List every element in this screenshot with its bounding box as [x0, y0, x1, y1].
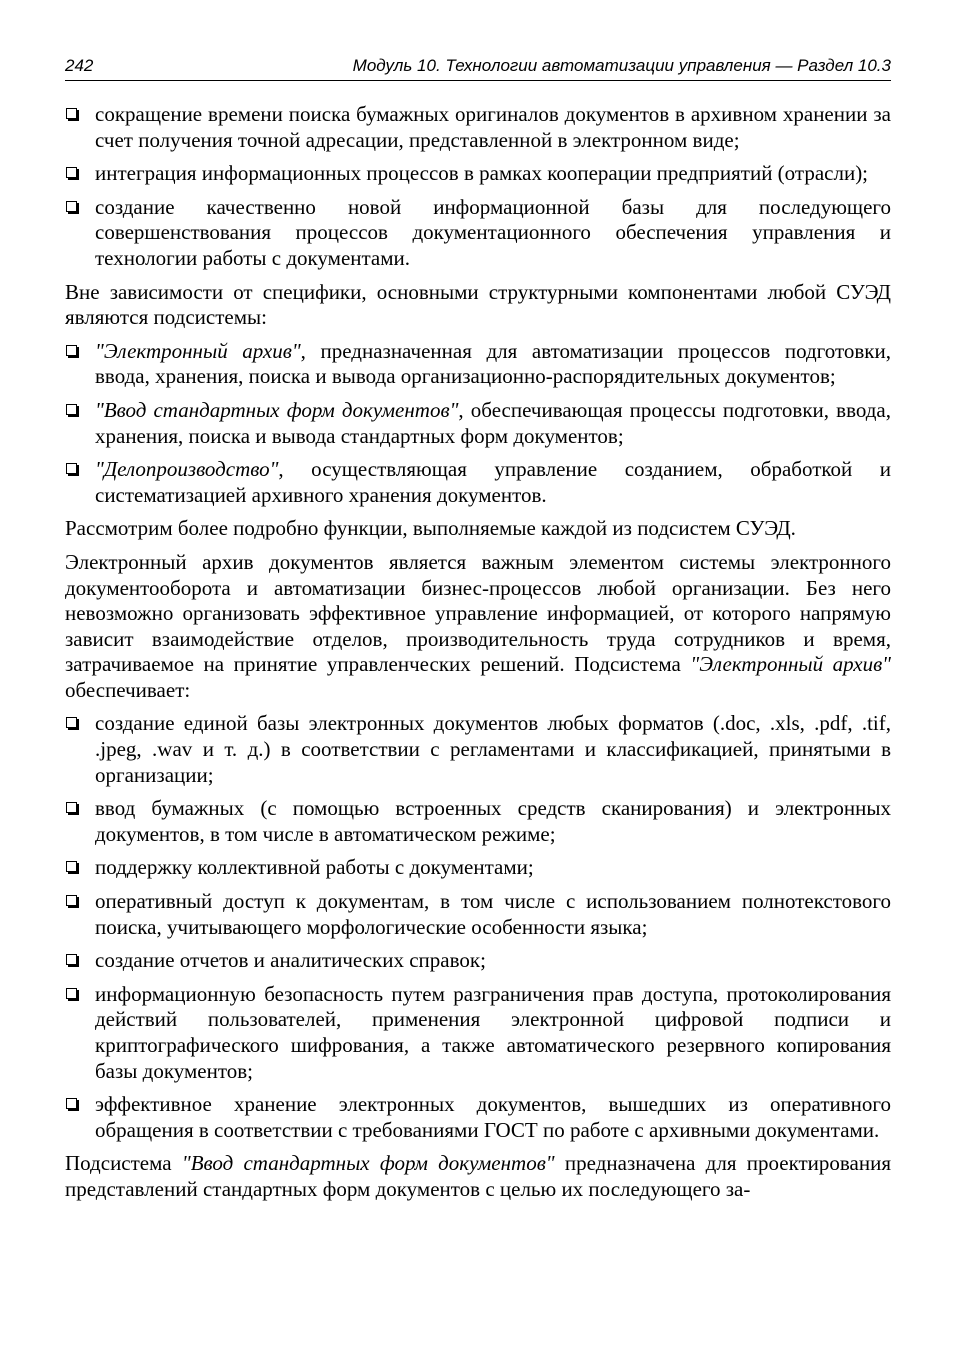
list-item: [65, 398, 891, 449]
checkbox-bullet-icon: [66, 717, 77, 728]
list-item: [65, 339, 891, 390]
list-item: [65, 889, 891, 940]
checkbox-bullet-icon: [66, 108, 77, 119]
list-item-text: поддержку коллективной работы с документами;: [95, 855, 534, 880]
list-item-text: создание отчетов и аналитических справок;: [95, 948, 486, 973]
checkbox-bullet-icon: [66, 463, 77, 474]
paragraph-text: Вне зависимости от специфики, основными структурными компонентами любой СУЭД являются подсистемы:: [65, 279, 891, 330]
list-item-text: создание качественно новой информационной базы для последующего совершенствования процессов документационного обеспечения управления и технологии работы с документами.: [95, 194, 891, 270]
subsystem-name: "Электронный архив": [95, 338, 301, 363]
list-item-text: интеграция информационных процессов в рамках кооперации предприятий (отрасли);: [95, 161, 869, 186]
page-body: [65, 102, 891, 1203]
checkbox-bullet-icon: [66, 988, 77, 999]
list-item-text: , предназначенная для автоматизации процессов подготовки, ввода, хранения, поиска и вывода организационно-распорядительных документов;: [95, 338, 891, 389]
subsystem-name: "Ввод стандартных форм документов": [181, 1151, 555, 1176]
list-item-text: эффективное хранение электронных документов, вышедших из оперативного обращения в соответствии с требованиями ГОСТ по работе с архивными документами.: [95, 1092, 891, 1142]
checkbox-bullet-icon: [66, 201, 77, 212]
subsystem-name: "Электронный архив": [690, 652, 892, 677]
paragraph-text: предназначена для проектирования представлений стандартных форм документов с целью их последующего за-: [65, 1151, 892, 1201]
checkbox-bullet-icon: [66, 1098, 77, 1109]
paragraph-text: Рассмотрим более подробно функции, выполняемые каждой из подсистем СУЭД.: [65, 516, 796, 541]
paragraph: [65, 1151, 891, 1202]
checkbox-bullet-icon: [66, 895, 77, 906]
list-item-text: создание единой базы электронных документов любых форматов (.doc, .xls, .pdf, .tif, .jpeg, .wav и т. д.) в соответствии с регламентами и классификацией, принятыми в организации;: [95, 711, 891, 787]
paragraph-text: обеспечивает:: [65, 677, 191, 702]
list-item-text: , осуществляющая управление созданием, обработкой и систематизацией архивного хранения документов.: [95, 457, 891, 507]
checkbox-bullet-icon: [66, 167, 77, 178]
document-page: [65, 52, 891, 1211]
list-item-text: оперативный доступ к документам, в том числе с использованием полнотекстового поиска, учитывающего морфологические особенности языка;: [95, 889, 891, 939]
checkbox-bullet-icon: [66, 861, 77, 872]
list-item: [65, 195, 891, 272]
page-number: 242: [65, 56, 94, 75]
paragraph-text: Подсистема: [65, 1151, 182, 1176]
list-item: [65, 796, 891, 847]
list-item: [65, 711, 891, 788]
list-item: [65, 102, 891, 153]
list-item: [65, 161, 891, 187]
checkbox-bullet-icon: [66, 954, 77, 965]
list-item: [65, 855, 891, 881]
paragraph: [65, 280, 891, 331]
subsystem-name: "Ввод стандартных форм документов": [95, 397, 459, 422]
checkbox-bullet-icon: [66, 404, 77, 415]
checkbox-bullet-icon: [66, 345, 77, 356]
paragraph: [65, 550, 891, 704]
list-item-text: ввод бумажных (с помощью встроенных средств сканирования) и электронных документов, в том числе в автоматическом режиме;: [95, 796, 891, 846]
subsystem-name: "Делопроизводство": [95, 457, 279, 482]
running-title: Модуль 10. Технологии автоматизации управления — Раздел 10.3: [352, 56, 891, 75]
list-item: [65, 948, 891, 974]
list-item: [65, 457, 891, 508]
paragraph-text: Электронный архив документов является важным элементом системы электронного документооборота и автоматизации бизнес-процессов любой организации. Без него невозможно организовать эффективное управление информацией, от которого напрямую зависит взаимодействие отделов, производительность труда сотрудников и время, затрачиваемое на принятие управленческих решений. Подсистема: [65, 549, 891, 677]
list-item: [65, 1092, 891, 1143]
list-item: [65, 982, 891, 1084]
list-item-text: сокращение времени поиска бумажных оригиналов документов в архивном хранении за счет получения точной адресации, представленной в электронном виде;: [95, 102, 891, 152]
running-header: [65, 52, 891, 81]
checkbox-bullet-icon: [66, 802, 77, 813]
list-item-text: , обеспечивающая процессы подготовки, ввода, хранения, поиска и вывода стандартных форм документов;: [95, 397, 891, 448]
list-item-text: информационную безопасность путем разграничения прав доступа, протоколирования действий пользователей, применения электронной цифровой подписи и криптографического шифрования, а также автоматического резервного копирования базы документов;: [95, 981, 891, 1083]
paragraph: [65, 516, 891, 542]
